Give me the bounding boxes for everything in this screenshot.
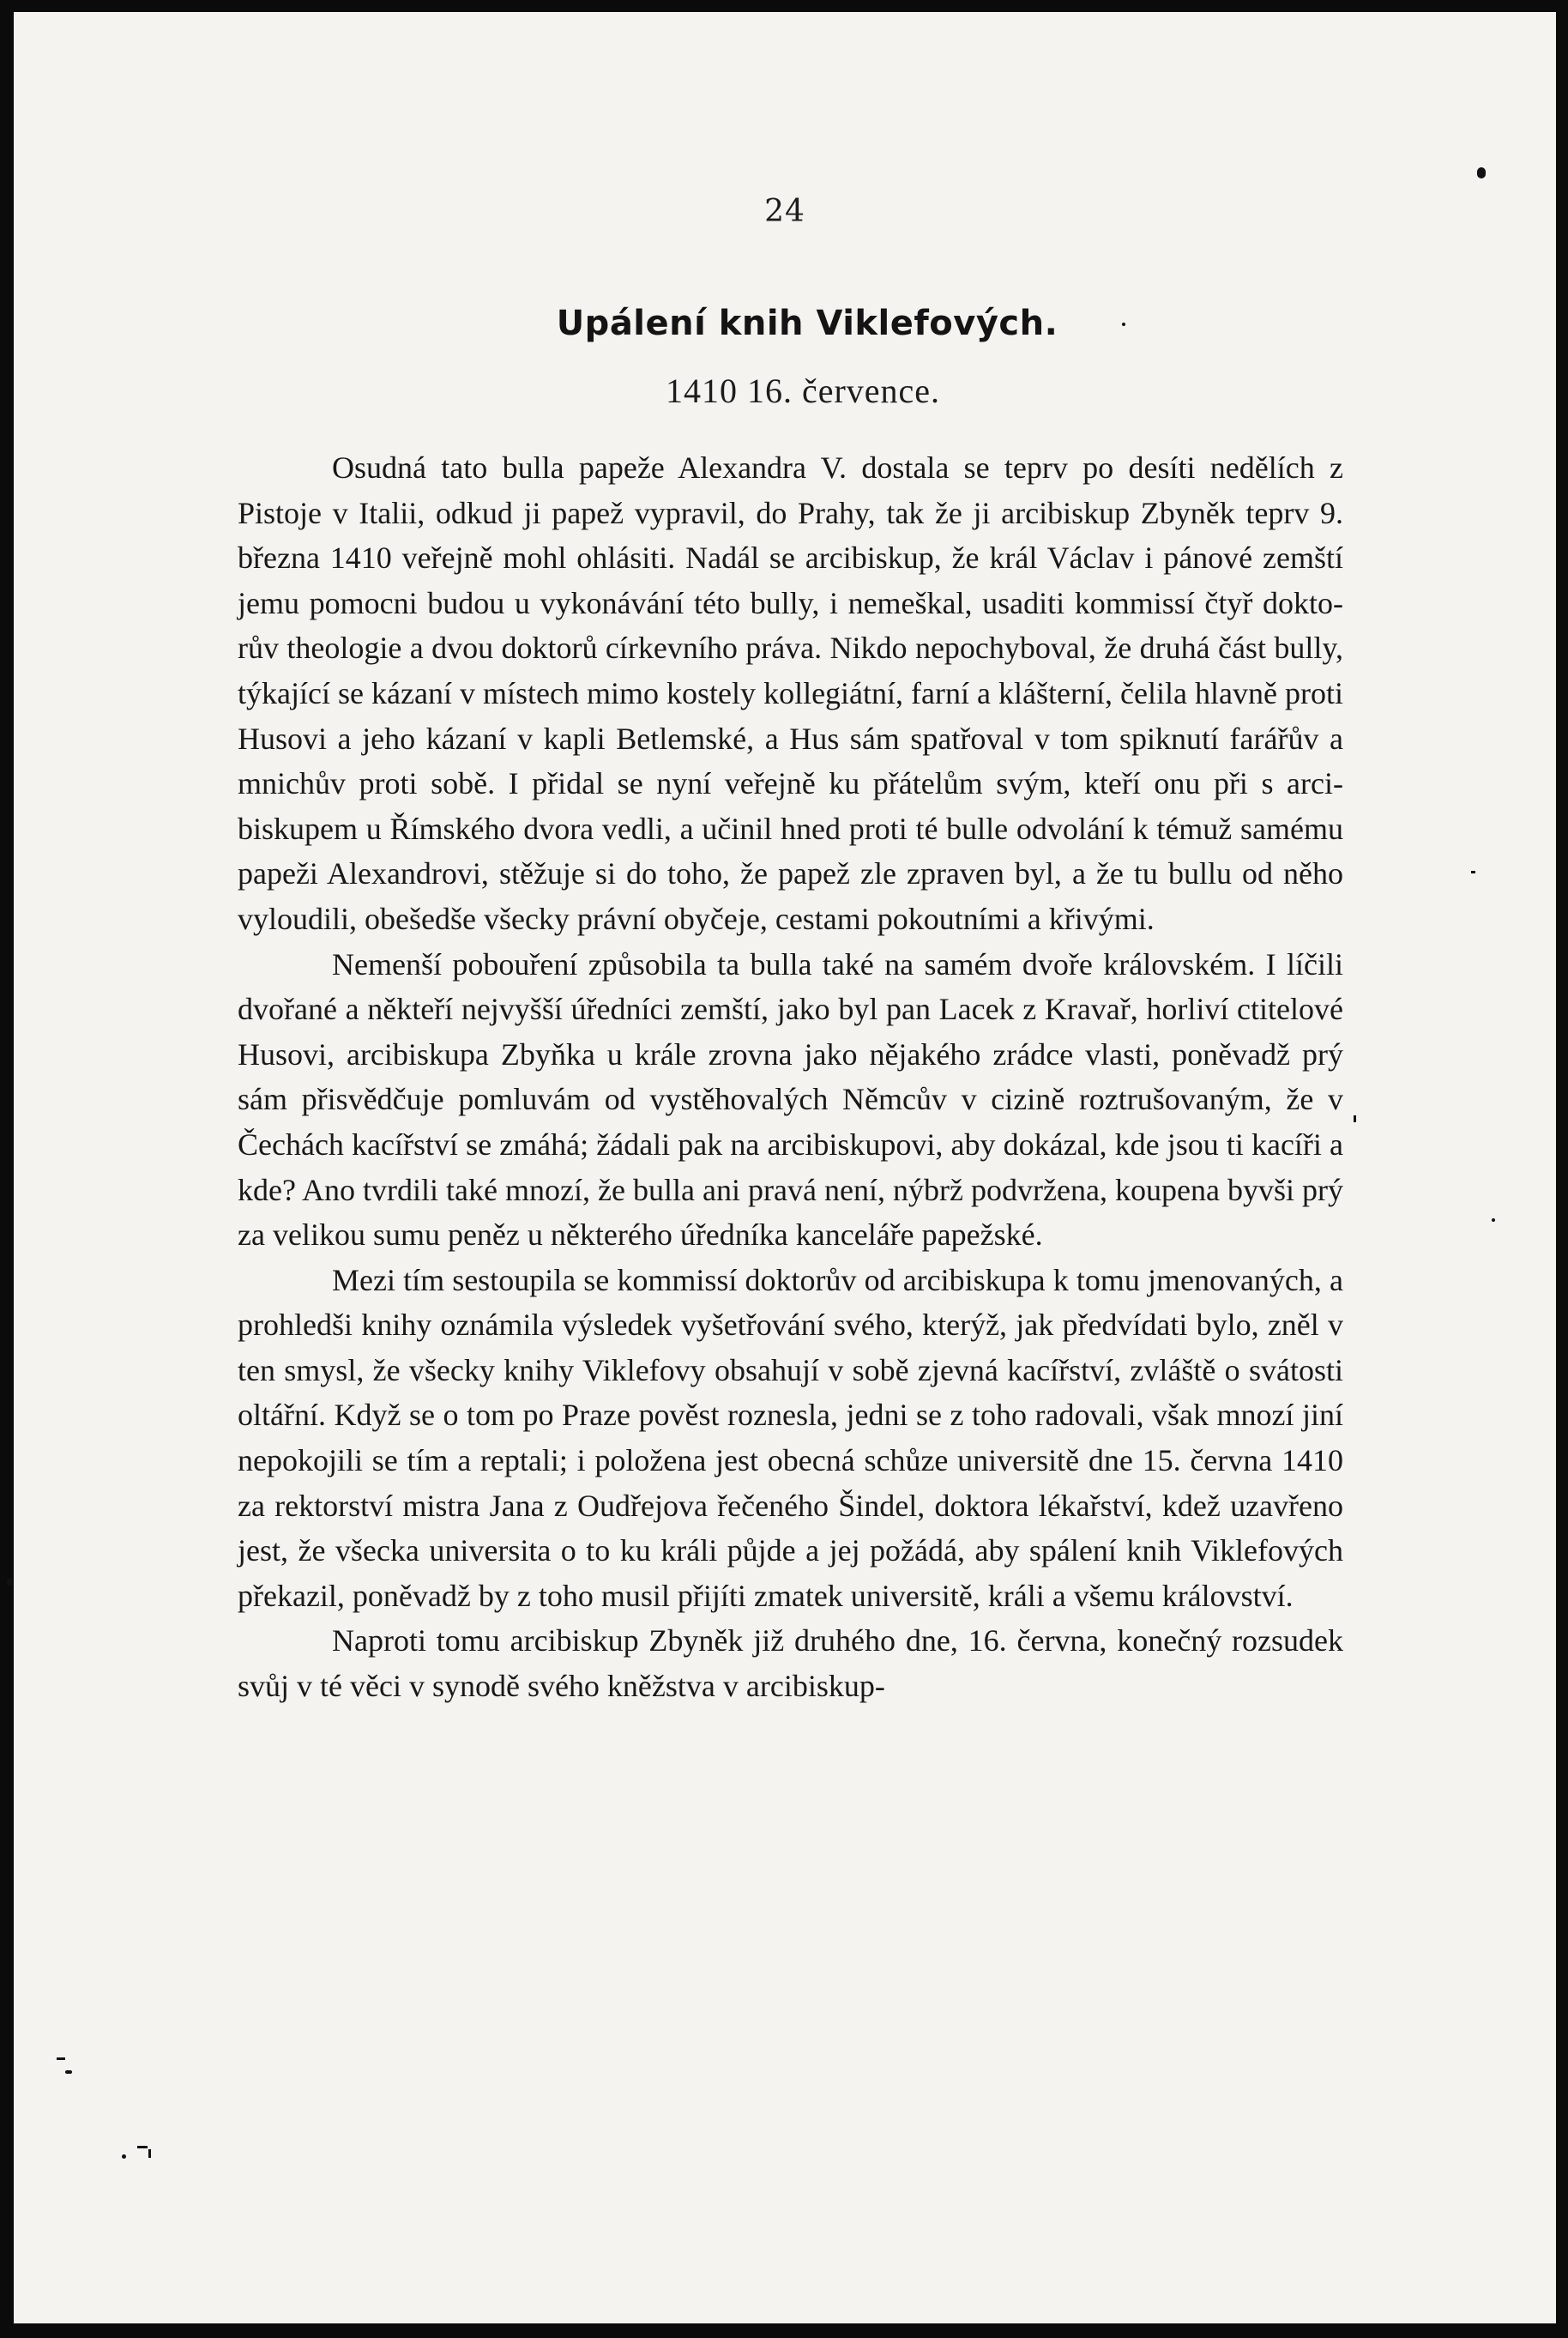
paragraph: Osudná tato bulla papeže Alexandra V. dostala se teprv po desíti nedělích z Pistoje v Italii, odkud ji papež vypravil, do Prahy, tak že ji arcibiskup Zbyněk teprv 9. března 1410 veřejně mohl ohlásiti. Nadál se arcibiskup, že král Václav i pánové zemští jemu pomocni budou u vykonávání této bully, i nemeškal, usaditi kommissí čtyř doktorův theologie a dvou doktorů církevního práva. Nikdo nepochyboval, že druhá část bully, týkající se kázaní v místech mimo kostely kollegiátní, farní a klášterní, čelila hlavně proti Husovi a jeho kázaní v kapli Betlemské, a Hus sám spatřoval v tom spiknutí farářův a mnichův proti sobě. I přidal se nyní veřejně ku přátelům svým, kteří onu při s arcibiskupem u Římského dvora vedli, a učinil hned proti té bulle odvolání k témuž samému papeži Alexandrovi, stěžuje si do toho, že papež zle zpraven byl, a že tu bullu od něho vyloudili, obešedše všecky právní obyčeje, cestami pokoutními a křivými. xyxy=(238,450,1343,936)
scan-speck xyxy=(122,2154,126,2159)
chapter-date: 1410 16. července. xyxy=(665,372,941,410)
scan-speck xyxy=(148,2149,151,2158)
chapter-heading: Upálení knih Viklefových. xyxy=(556,304,1058,343)
scan-speck xyxy=(57,2057,65,2060)
paragraph: Naproti tomu arcibiskup Zbyněk již druhého dne, 16. června, konečný rozsudek svůj v té věci v synodě svého kněžstva v arcibiskup- xyxy=(238,1623,1343,1704)
body-text xyxy=(238,445,1343,1709)
page-number: 24 xyxy=(764,194,805,229)
scan-speck xyxy=(1477,167,1486,178)
scan-speck xyxy=(1471,871,1475,873)
scan-speck xyxy=(65,2070,72,2074)
paragraph: Nemenší pobouření způsobila ta bulla také na samém dvoře královském. I líčili dvořané a někteří nejvyšší úředníci zemští, jako byl pan Lacek z Kravař, horliví ctitelové Husovi, arcibiskupa Zbyňka u krále zrovna jako nějakého zrádce vlasti, poněvadž prý sám přisvědčuje pomluvám od vystěhovalých Němcův v cizině roztrušovaným, že v Čechách kacířství se zmáhá; žádali pak na arcibiskupovi, aby dokázal, kde jsou ti kacíři a kde? Ano tvrdili také mnozí, že bulla ani pravá není, nýbrž podvržena, koupena byvši prý za velikou sumu peněz u některého úředníka kanceláře papežské. xyxy=(238,946,1343,1253)
scan-speck xyxy=(1354,1115,1356,1122)
scan-speck xyxy=(7,1579,12,1586)
paragraph: Mezi tím sestoupila se kommissí doktorův od arcibiskupa k tomu jmenovaných, a prohledši knihy oznámila výsledek vyšetřování svého, kterýž, jak předvídati bylo, zněl v ten smysl, že všecky knihy Viklefovy obsahují v sobě zjevná kacířství, zvláště o svátosti oltářní. Když se o tom po Praze pověst roznesla, jedni se z toho radovali, však mnozí jiní nepokojili se tím a reptali; i položena jest obecná schůze universitě dne 15. června 1410 za rektorství mistra Jana z Oudřejova řečeného Šindel, doktora lékařství, kdež uzavřeno jest, že všecka universita o to ku králi půjde a jej požádá, aby spálení knih Viklefových překazil, poněvadž by z toho musil přijíti zmatek universitě, králi a všemu království. xyxy=(238,1262,1343,1613)
scan-speck xyxy=(137,2146,148,2148)
scan-speck xyxy=(1122,323,1125,326)
scan-speck xyxy=(1492,1218,1495,1222)
book-page xyxy=(14,12,1556,2323)
